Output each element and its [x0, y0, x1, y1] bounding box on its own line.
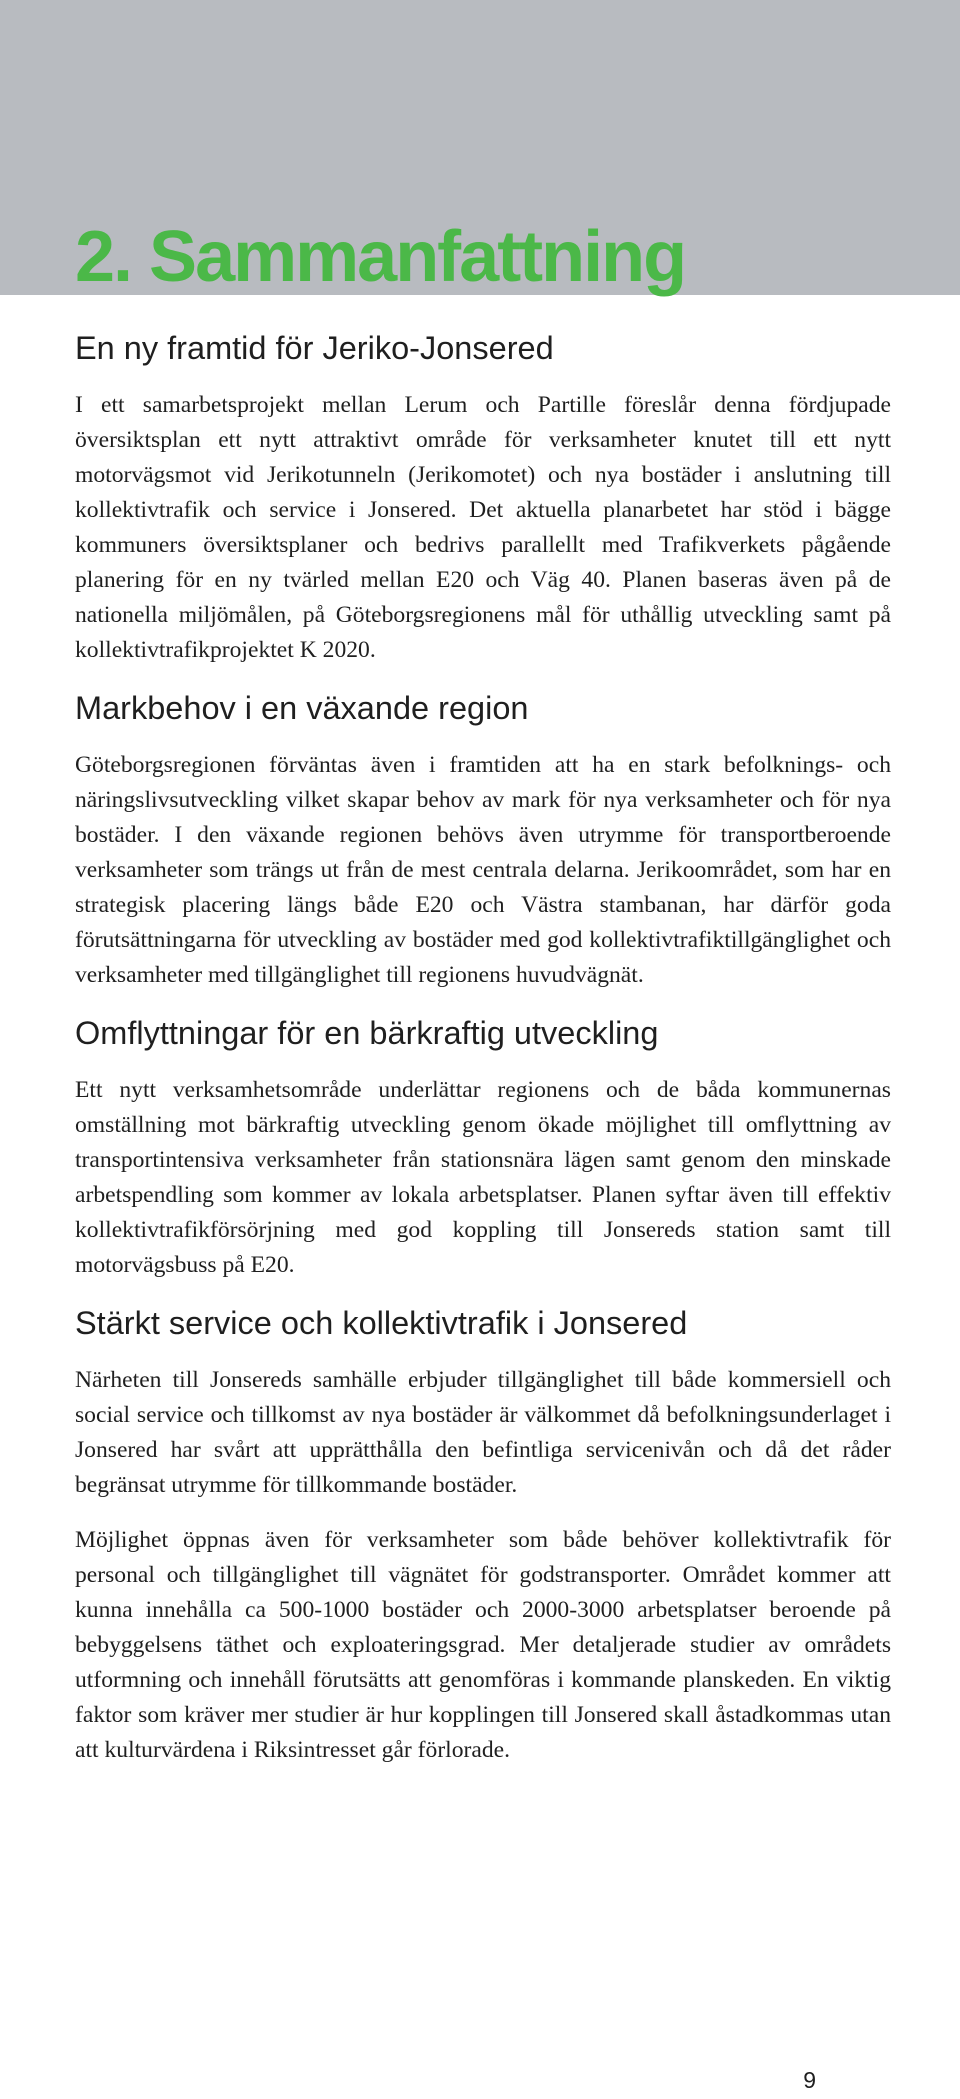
- page-number: 9: [803, 2067, 816, 2093]
- section-heading: Markbehov i en växande region: [75, 690, 529, 726]
- section-heading: Stärkt service och kollektivtrafik i Jonsered: [75, 1305, 688, 1341]
- paragraph: Närheten till Jonsereds samhälle erbjuder tillgänglighet till både kommersiell och social service och tillkomst av nya bostäder är välkommet då befolkningsunderlaget i Jonsered har svårt att upprätthålla den befintliga servicenivån och då det råder begränsat utrymme för tillkommande bostäder.: [75, 1367, 891, 1498]
- paragraph: Göteborgsregionen förväntas även i framtiden att ha en stark befolknings- och näringslivsutveckling vilket skapar behov av mark för nya verksamheter och för nya bostäder. I den växande regionen behövs även utrymme för transportberoende verksamheter som trängs ut från de mest centrala delarna. Jerikoområdet, som har en strategisk placering längs både E20 och Västra stambanan, har därför goda förutsättningarna för utveckling av bostäder med god kollektivtrafiktillgänglighet och verksamheter med tillgänglighet till regionens huvudvägnät.: [75, 752, 891, 988]
- paragraph: Ett nytt verksamhetsområde underlättar regionens och de båda kommunernas omställning mot bärkraftig utveckling genom ökade möjlighet till omflyttning av transportintensiva verksamheter från stationsnära lägen samt genom den minskade arbetspendling som kommer av lokala arbetsplatser. Planen syftar även till effektiv kollektivtrafikförsörjning med god koppling till Jonsereds station samt till motorvägsbuss på E20.: [75, 1077, 891, 1278]
- paragraph: I ett samarbetsprojekt mellan Lerum och Partille föreslår denna fördjupade översiktsplan ett nytt attraktivt område för verksamheter knutet till ett nytt motorvägsmot vid Jerikotunneln (Jerikomotet) och nya bostäder i anslutning till kollektivtrafik och service i Jonsered. Det aktuella planarbetet har stöd i bägge kommuners översiktsplaner och bedrivs parallellt med Trafikverkets pågående planering för en ny tvärled mellan E20 och Väg 40. Planen baseras även på de nationella miljömålen, på Göteborgsregionens mål för uthållig utveckling samt på kollektivtrafikprojektet K 2020.: [75, 392, 891, 663]
- paragraph: Möjlighet öppnas även för verksamheter som både behöver kollektivtrafik för personal och tillgänglighet till vägnätet för godstransporter. Området kommer att kunna innehålla ca 500-1000 bostäder och 2000-3000 arbetsplatser beroende på bebyggelsens täthet och exploateringsgrad. Mer detaljerade studier av områdets utformning och innehåll förutsätts att genomföras i kommande planskeden. En viktig faktor som kräver mer studier är hur kopplingen till Jonsered skall åstadkommas utan att kulturvärdena i Riksintresset går förlorade.: [75, 1527, 891, 1763]
- document-body: [75, 328, 891, 1768]
- chapter-title: 2. Sammanfattning: [75, 217, 686, 297]
- section-heading: Omflyttningar för en bärkraftig utveckling: [75, 1015, 659, 1051]
- section-heading: En ny framtid för Jeriko-Jonsered: [75, 330, 554, 366]
